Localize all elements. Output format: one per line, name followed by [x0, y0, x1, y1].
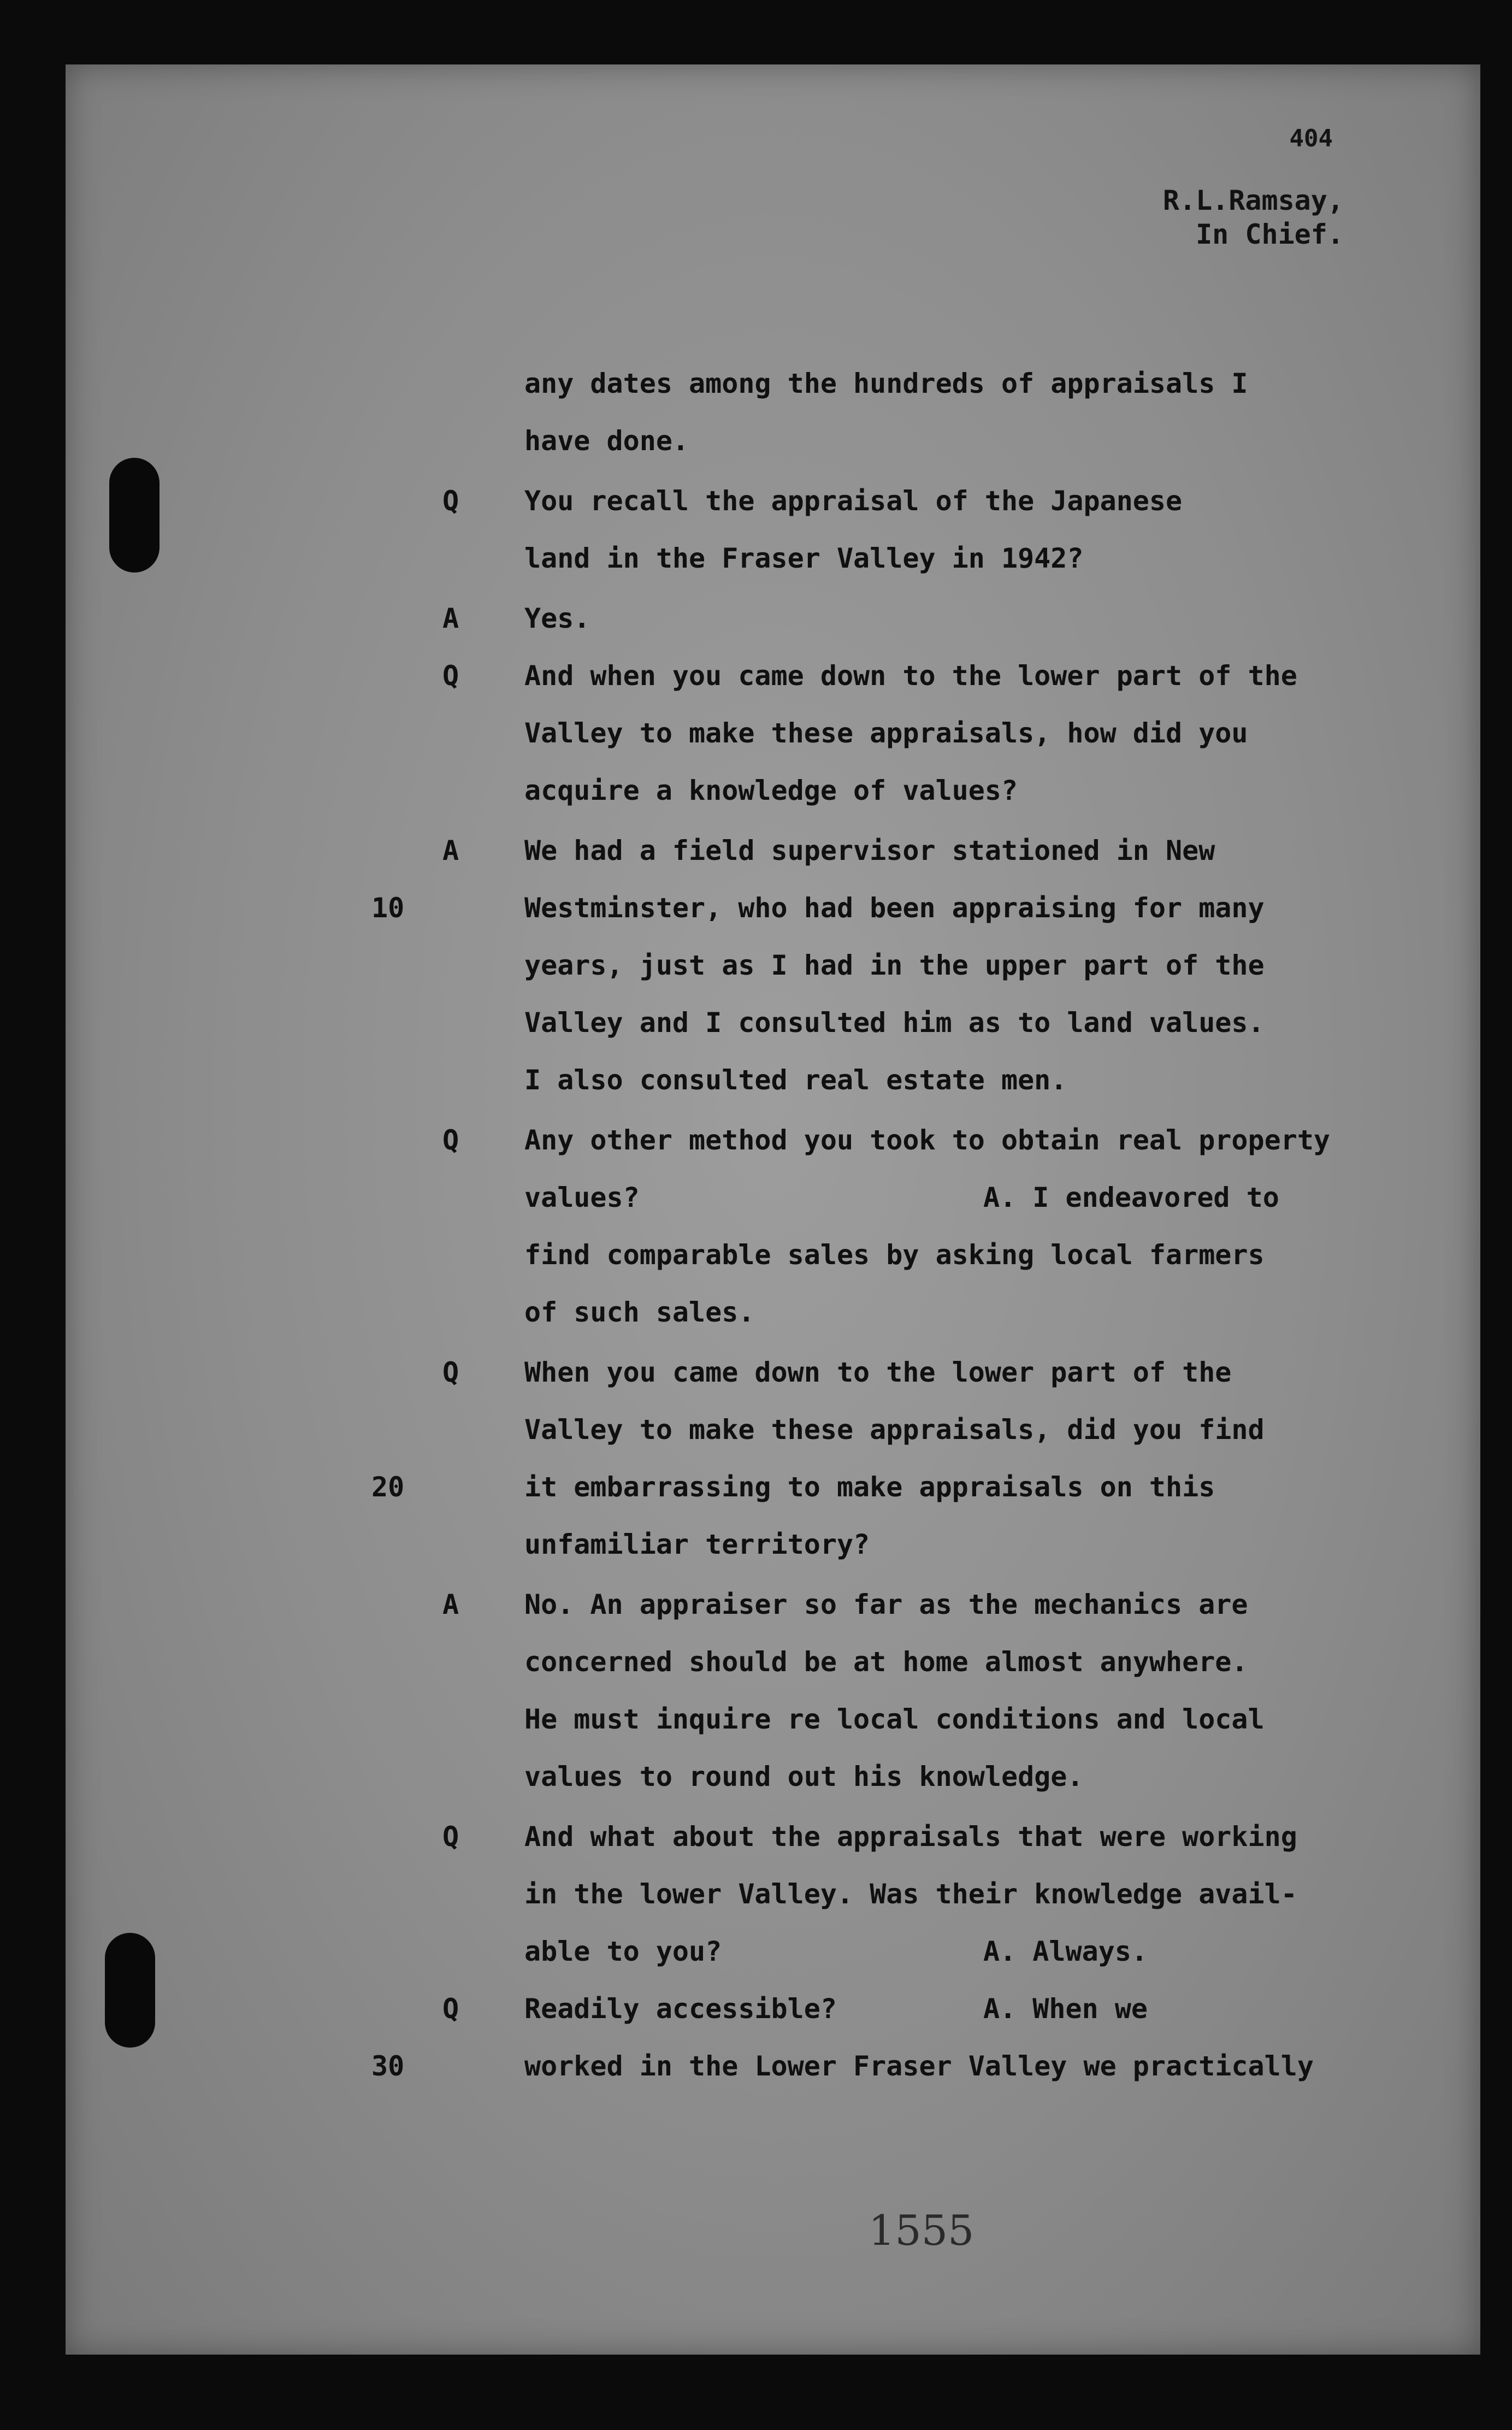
transcript-line [66, 1283, 1480, 1342]
line-text: have done. [524, 425, 689, 457]
line-text: concerned should be at home almost anywhere. [524, 1646, 1248, 1678]
line-text: values? [524, 1182, 640, 1213]
transcript-line [66, 821, 1480, 880]
line-text: any dates among the hundreds of appraisals I [524, 368, 1248, 399]
transcript-line [66, 1168, 1480, 1227]
speaker-label: Q [442, 1124, 459, 1156]
inline-answer: A. Always. [983, 1936, 1148, 1967]
line-text: in the lower Valley. Was their knowledge avail- [524, 1878, 1297, 1910]
line-number: 30 [371, 2050, 405, 2082]
transcript-line [66, 1343, 1480, 1402]
transcript-line [66, 1515, 1480, 1574]
page-number: 404 [1289, 125, 1333, 152]
line-text: it embarrassing to make appraisals on this [524, 1471, 1215, 1503]
transcript-line [66, 1111, 1480, 1170]
transcript-line [66, 1400, 1480, 1459]
speaker-label: Q [442, 660, 459, 692]
transcript-line [66, 2037, 1480, 2096]
line-text: find comparable sales by asking local farmers [524, 1239, 1265, 1271]
line-text: Yes. [524, 603, 590, 634]
line-text: Readily accessible? [524, 1993, 837, 2025]
inline-answer: A. I endeavored to [983, 1182, 1279, 1213]
line-number: 10 [371, 892, 405, 924]
line-text: No. An appraiser so far as the mechanics are [524, 1589, 1248, 1620]
transcript-line [66, 1807, 1480, 1866]
speaker-label: Q [442, 485, 459, 517]
document-page [66, 64, 1480, 2355]
transcript-line [66, 1575, 1480, 1634]
line-text: Westminster, who had been appraising for many [524, 892, 1265, 924]
transcript-line [66, 1225, 1480, 1284]
line-text: Valley to make these appraisals, did you find [524, 1414, 1265, 1446]
line-text: And what about the appraisals that were working [524, 1821, 1297, 1853]
speaker-label: Q [442, 1821, 459, 1853]
transcript-line [66, 1632, 1480, 1691]
transcript-line [66, 878, 1480, 937]
examination-type: In Chief. [1196, 219, 1344, 250]
transcript-line [66, 1865, 1480, 1924]
line-text: land in the Fraser Valley in 1942? [524, 542, 1084, 574]
transcript-line [66, 1747, 1480, 1806]
speaker-label: A [442, 1589, 459, 1620]
line-text: unfamiliar territory? [524, 1529, 870, 1560]
transcript-line [66, 1458, 1480, 1517]
line-text: When you came down to the lower part of the [524, 1356, 1232, 1388]
transcript-line [66, 589, 1480, 648]
footer-number: 1555 [869, 2206, 974, 2255]
line-text: He must inquire re local conditions and local [524, 1703, 1265, 1735]
transcript-line [66, 1690, 1480, 1749]
speaker-label: Q [442, 1993, 459, 2025]
witness-header [1163, 184, 1344, 251]
line-text: Any other method you took to obtain real property [524, 1124, 1331, 1156]
line-text: We had a field supervisor stationed in New [524, 835, 1215, 866]
line-text: Valley and I consulted him as to land values. [524, 1007, 1265, 1039]
line-text: worked in the Lower Fraser Valley we practically [524, 2050, 1314, 2082]
line-text: And when you came down to the lower part of the [524, 660, 1297, 692]
speaker-label: A [442, 835, 459, 866]
line-text: able to you? [524, 1936, 722, 1967]
witness-name: R.L.Ramsay, [1162, 185, 1344, 216]
transcript-line [66, 471, 1480, 530]
line-text: You recall the appraisal of the Japanese [524, 485, 1183, 517]
line-text: values to round out his knowledge. [524, 1761, 1084, 1792]
transcript-line [66, 646, 1480, 705]
line-text: years, just as I had in the upper part of the [524, 949, 1265, 981]
transcript-line [66, 761, 1480, 820]
transcript-line [66, 1922, 1480, 1981]
speaker-label: Q [442, 1356, 459, 1388]
speaker-label: A [442, 603, 459, 634]
inline-answer: A. When we [983, 1993, 1148, 2025]
line-text: of such sales. [524, 1296, 755, 1328]
line-text: I also consulted real estate men. [524, 1064, 1067, 1096]
transcript-line [66, 529, 1480, 588]
transcript-line [66, 1979, 1480, 2038]
transcript-line [66, 993, 1480, 1052]
transcript-line [66, 354, 1480, 413]
transcript-line [66, 1051, 1480, 1110]
transcript-line [66, 704, 1480, 763]
transcript-line [66, 411, 1480, 470]
line-text: Valley to make these appraisals, how did you [524, 717, 1248, 749]
line-number: 20 [371, 1471, 405, 1503]
transcript-line [66, 936, 1480, 995]
line-text: acquire a knowledge of values? [524, 775, 1018, 806]
